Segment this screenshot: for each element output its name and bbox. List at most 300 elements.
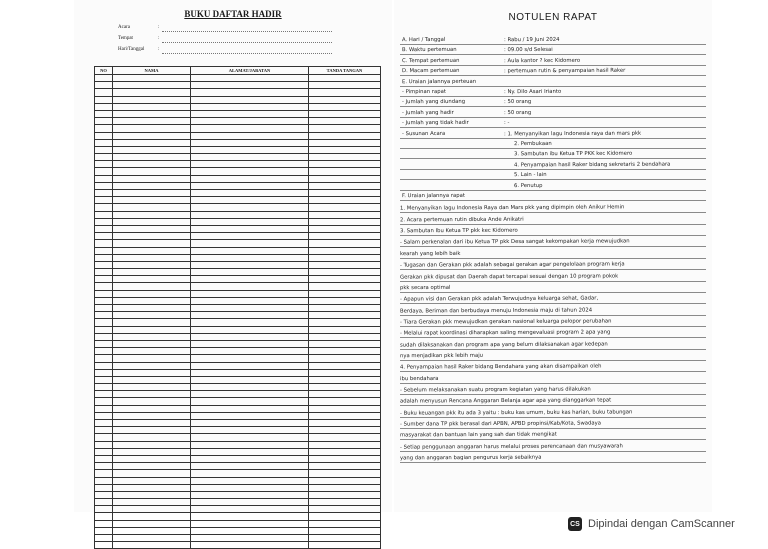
table-cell: [309, 391, 381, 398]
table-row: [95, 527, 381, 534]
table-cell: [95, 154, 113, 161]
table-row: [95, 175, 381, 182]
table-row: [95, 132, 381, 139]
table-cell: [95, 254, 113, 261]
table-cell: [191, 254, 309, 261]
table-cell: [309, 89, 381, 96]
table-cell: [113, 312, 191, 319]
notulen-row-value: : -: [503, 120, 510, 127]
table-cell: [113, 520, 191, 527]
table-cell: [309, 146, 381, 153]
table-row: [95, 384, 381, 391]
table-cell: [309, 513, 381, 520]
table-cell: [191, 506, 309, 513]
table-cell: [113, 154, 191, 161]
table-cell: [113, 384, 191, 391]
table-cell: [309, 527, 381, 534]
table-header-row: [95, 67, 381, 75]
table-cell: [113, 75, 191, 82]
table-row: [95, 254, 381, 261]
table-row: [95, 233, 381, 240]
table-cell: [191, 132, 309, 139]
notulen-row-value: : pertemuan rutin & penyampaian hasil Raker: [503, 67, 626, 75]
ruled-line: [400, 451, 706, 452]
table-cell: [309, 276, 381, 283]
ruled-line: [400, 148, 706, 149]
ruled-line: [400, 405, 706, 406]
table-cell: [191, 276, 309, 283]
table-cell: [113, 290, 191, 297]
table-cell: [95, 118, 113, 125]
table-cell: [191, 434, 309, 441]
table-cell: [95, 340, 113, 347]
table-cell: [309, 470, 381, 477]
notulen-row-value: 3. Sambutan ibu Ketua TP PKK kec Kidomero: [513, 151, 633, 158]
table-cell: [191, 470, 309, 477]
table-cell: [309, 75, 381, 82]
notulen-text-line: yang dan anggaran bagian pengurus kerja sebaiknya: [399, 454, 542, 462]
table-cell: [309, 290, 381, 297]
table-cell: [191, 297, 309, 304]
table-cell: [113, 110, 191, 117]
table-cell: [95, 211, 113, 218]
table-cell: [95, 132, 113, 139]
table-cell: [309, 305, 381, 312]
table-row: [95, 355, 381, 362]
field-label-acara: Acara: [118, 25, 130, 30]
table-cell: [113, 283, 191, 290]
table-row: [95, 125, 381, 132]
table-cell: [191, 211, 309, 218]
table-cell: [95, 204, 113, 211]
ruled-line: [400, 462, 706, 463]
table-cell: [309, 204, 381, 211]
table-cell: [95, 110, 113, 117]
table-cell: [113, 470, 191, 477]
table-cell: [113, 175, 191, 182]
table-cell: [95, 527, 113, 534]
table-cell: [113, 161, 191, 168]
column-header-alamat-jabatan: ALAMAT/JABATAN: [191, 67, 309, 75]
table-row: [95, 146, 381, 153]
notulen-text-line: - Sumber dana TP pkk berasal dari APBN, APBD propinsi/Kab/Kota, Swadaya: [399, 420, 602, 428]
table-cell: [113, 527, 191, 534]
table-cell: [95, 168, 113, 175]
attendance-sheet: [74, 0, 392, 512]
table-cell: [95, 89, 113, 96]
notulen-text-line: - Buku keuangan pkk itu ada 3 yaitu : buku kas umum, buku kas harian, buku tabungan: [399, 409, 633, 417]
table-cell: [191, 261, 309, 268]
table-row: [95, 376, 381, 383]
table-row: [95, 427, 381, 434]
table-cell: [191, 491, 309, 498]
table-cell: [191, 455, 309, 462]
table-cell: [95, 75, 113, 82]
table-cell: [95, 499, 113, 506]
notulen-row-label: - Jumlah yang diundang: [401, 99, 466, 106]
table-cell: [191, 110, 309, 117]
table-cell: [191, 89, 309, 96]
table-cell: [113, 211, 191, 218]
notulen-row-value: : Rabu / 19 Juni 2024: [503, 36, 560, 44]
table-cell: [113, 513, 191, 520]
table-cell: [191, 398, 309, 405]
table-cell: [191, 384, 309, 391]
table-cell: [113, 499, 191, 506]
table-row: [95, 506, 381, 513]
table-cell: [95, 448, 113, 455]
table-cell: [191, 182, 309, 189]
table-cell: [309, 319, 381, 326]
table-cell: [95, 125, 113, 132]
table-row: [95, 139, 381, 146]
field-label-tempat: Tempat: [118, 36, 133, 41]
table-cell: [113, 535, 191, 542]
table-row: [95, 218, 381, 225]
table-cell: [309, 369, 381, 376]
table-cell: [309, 312, 381, 319]
ruled-line: [400, 417, 706, 418]
table-cell: [191, 190, 309, 197]
table-cell: [191, 240, 309, 247]
table-cell: [191, 376, 309, 383]
ruled-line: [400, 127, 706, 128]
table-row: [95, 204, 381, 211]
table-cell: [95, 412, 113, 419]
table-cell: [191, 204, 309, 211]
notulen-text-line: Berdaya, Beriman dan berbudaya menuju Indonesia maju di tahun 2024: [399, 307, 593, 315]
ruled-line: [400, 224, 706, 225]
ruled-line: [400, 190, 706, 191]
notulen-row-label: - Jumlah yang hadir: [401, 109, 454, 116]
attendance-table-body: [95, 75, 381, 549]
table-cell: [309, 118, 381, 125]
table-row: [95, 197, 381, 204]
camscanner-text: Dipindai dengan CamScanner: [588, 518, 735, 530]
table-cell: [95, 225, 113, 232]
table-cell: [95, 384, 113, 391]
notulen-row-value: 6. Penutup: [513, 182, 543, 189]
table-cell: [113, 276, 191, 283]
table-cell: [191, 391, 309, 398]
table-cell: [113, 333, 191, 340]
table-cell: [191, 527, 309, 534]
column-header-no: NO: [95, 67, 113, 75]
notulen-row-label: A. Hari / Tanggal: [401, 36, 446, 44]
ruled-line: [400, 246, 706, 247]
table-cell: [191, 96, 309, 103]
table-cell: [113, 225, 191, 232]
notulen-text-line: pkk secara optimal: [399, 284, 451, 291]
table-cell: [113, 118, 191, 125]
table-row: [95, 110, 381, 117]
table-cell: [95, 369, 113, 376]
table-cell: [309, 326, 381, 333]
table-cell: [113, 261, 191, 268]
table-cell: [309, 139, 381, 146]
table-row: [95, 297, 381, 304]
notulen-text-line: 1. Menyanyikan lagu Indonesia Raya dan Mars pkk yang dipimpin oleh Anikur Hemin: [399, 204, 625, 212]
table-cell: [113, 139, 191, 146]
notulen-text-line: sudah dilaksanakan dan program apa yang belum dilaksanakan agar kedepan: [399, 341, 608, 349]
table-cell: [113, 463, 191, 470]
table-row: [95, 455, 381, 462]
ruled-line: [400, 394, 706, 395]
table-row: [95, 118, 381, 125]
table-cell: [95, 434, 113, 441]
table-cell: [309, 376, 381, 383]
table-cell: [113, 247, 191, 254]
table-cell: [309, 405, 381, 412]
table-cell: [309, 225, 381, 232]
table-cell: [113, 182, 191, 189]
table-cell: [113, 319, 191, 326]
table-cell: [309, 110, 381, 117]
table-cell: [309, 455, 381, 462]
notulen-row-label: - Jumlah yang tidak hadir: [401, 120, 469, 127]
ruled-line: [400, 326, 706, 327]
notulen-row-value: 2. Pembukaan: [513, 140, 552, 148]
notulen-text-line: - Tugasan dan Gerakan pkk adalah sebagai gerakan agar pengelolaan program kerja: [399, 261, 625, 269]
table-cell: [309, 125, 381, 132]
table-cell: [95, 362, 113, 369]
ruled-line: [400, 65, 706, 66]
table-cell: [95, 82, 113, 89]
ruled-line: [400, 200, 706, 201]
table-cell: [309, 211, 381, 218]
attendance-title: BUKU DAFTAR HADIR: [184, 9, 282, 19]
table-row: [95, 398, 381, 405]
column-header-nama: NAMA: [113, 67, 191, 75]
table-cell: [95, 297, 113, 304]
table-cell: [95, 441, 113, 448]
table-cell: [309, 269, 381, 276]
table-cell: [95, 305, 113, 312]
table-cell: [95, 96, 113, 103]
table-cell: [191, 362, 309, 369]
table-row: [95, 412, 381, 419]
table-cell: [309, 491, 381, 498]
field-line: [162, 30, 332, 32]
table-cell: [191, 355, 309, 362]
table-cell: [95, 477, 113, 484]
table-cell: [113, 484, 191, 491]
table-row: [95, 340, 381, 347]
table-cell: [113, 391, 191, 398]
table-cell: [113, 376, 191, 383]
table-row: [95, 305, 381, 312]
table-row: [95, 477, 381, 484]
table-row: [95, 470, 381, 477]
notulen-text-line: masyarakat dan bantuan lain yang sah dan tidak mengikat: [399, 431, 557, 439]
notulen-row-value: : 1. Menyanyikan lagu Indonesia raya dan mars pkk: [503, 130, 642, 137]
notulen-row-label: F. Uraian jalannya rapat: [401, 192, 465, 200]
table-row: [95, 247, 381, 254]
table-cell: [95, 269, 113, 276]
table-cell: [113, 369, 191, 376]
table-cell: [191, 125, 309, 132]
table-row: [95, 405, 381, 412]
table-cell: [95, 190, 113, 197]
table-cell: [309, 355, 381, 362]
table-cell: [113, 477, 191, 484]
table-cell: [113, 96, 191, 103]
notulen-row-label: D. Macam pertemuan: [401, 68, 460, 75]
table-cell: [95, 348, 113, 355]
ruled-line: [400, 54, 706, 55]
ruled-line: [400, 158, 706, 159]
table-cell: [95, 420, 113, 427]
table-cell: [191, 139, 309, 146]
notulen-row-value: : Ny. Dilo Asari Irianto: [503, 88, 562, 96]
table-cell: [191, 146, 309, 153]
table-row: [95, 103, 381, 110]
table-cell: [191, 513, 309, 520]
table-row: [95, 261, 381, 268]
ruled-line: [400, 106, 706, 107]
field-line: [162, 41, 332, 43]
table-cell: [113, 204, 191, 211]
table-cell: [309, 161, 381, 168]
table-row: [95, 333, 381, 340]
table-row: [95, 362, 381, 369]
table-cell: [95, 283, 113, 290]
table-row: [95, 448, 381, 455]
table-cell: [191, 312, 309, 319]
table-cell: [95, 376, 113, 383]
table-cell: [191, 326, 309, 333]
table-cell: [191, 175, 309, 182]
table-row: [95, 535, 381, 542]
table-row: [95, 434, 381, 441]
table-cell: [309, 190, 381, 197]
notulen-row-value: 4. Penyampaian hasil Raker bidang sekretaris 2 bendahara: [513, 161, 671, 169]
table-cell: [191, 319, 309, 326]
table-cell: [191, 484, 309, 491]
table-cell: [191, 168, 309, 175]
ruled-line: [400, 281, 706, 282]
notulen-row-value: : Aula kantor ? kec Kidomero: [503, 57, 581, 64]
table-cell: [309, 240, 381, 247]
ruled-line: [400, 269, 706, 270]
notulen-text-line: 2. Acara pertemuan rutin dibuka Ande Anikatri: [399, 216, 524, 224]
table-cell: [309, 247, 381, 254]
table-row: [95, 491, 381, 498]
ruled-line: [400, 383, 706, 384]
field-label-hari-tanggal: Hari/Tanggal: [118, 47, 145, 52]
table-cell: [113, 427, 191, 434]
field-colon: :: [158, 36, 160, 41]
table-cell: [95, 261, 113, 268]
ruled-line: [400, 428, 706, 429]
table-cell: [309, 434, 381, 441]
table-cell: [95, 405, 113, 412]
table-cell: [309, 96, 381, 103]
table-cell: [191, 233, 309, 240]
table-cell: [191, 218, 309, 225]
table-cell: [95, 146, 113, 153]
table-cell: [95, 139, 113, 146]
notulen-sheet: [394, 0, 712, 512]
table-row: [95, 161, 381, 168]
table-cell: [309, 398, 381, 405]
table-cell: [309, 412, 381, 419]
table-cell: [113, 420, 191, 427]
table-cell: [113, 233, 191, 240]
ruled-line: [400, 179, 706, 180]
notulen-text-line: 4. Penyampaian hasil Raker bidang Bendahara yang akan disampaikan oleh: [399, 363, 602, 371]
field-colon: :: [158, 47, 160, 52]
notulen-text-line: - Melalui rapat koordinasi diharapkan saling mengevaluasi program 2 apa yang: [399, 329, 611, 337]
table-cell: [309, 82, 381, 89]
table-cell: [113, 218, 191, 225]
table-row: [95, 96, 381, 103]
table-row: [95, 269, 381, 276]
table-cell: [113, 269, 191, 276]
table-row: [95, 326, 381, 333]
table-cell: [309, 233, 381, 240]
table-cell: [309, 384, 381, 391]
notulen-row-value: : 50 orang: [503, 99, 532, 106]
table-cell: [309, 333, 381, 340]
ruled-line: [400, 117, 706, 118]
notulen-text-line: Gerakan pkk dipusat dan Daerah dapat tercapai sesuai dengan 10 program pokok: [399, 272, 619, 281]
table-row: [95, 484, 381, 491]
table-cell: [309, 420, 381, 427]
table-row: [95, 190, 381, 197]
table-cell: [309, 484, 381, 491]
ruled-line: [400, 212, 706, 213]
table-cell: [309, 477, 381, 484]
table-cell: [113, 197, 191, 204]
ruled-line: [400, 337, 706, 338]
notulen-row-label: E. Uraian jalannya perteuan: [401, 78, 477, 85]
table-cell: [95, 355, 113, 362]
table-cell: [309, 103, 381, 110]
table-cell: [191, 290, 309, 297]
table-cell: [113, 398, 191, 405]
table-cell: [191, 305, 309, 312]
table-cell: [309, 283, 381, 290]
table-row: [95, 168, 381, 175]
ruled-line: [400, 138, 706, 139]
table-row: [95, 211, 381, 218]
table-cell: [191, 420, 309, 427]
table-cell: [309, 362, 381, 369]
table-row: [95, 463, 381, 470]
table-cell: [191, 520, 309, 527]
table-cell: [191, 103, 309, 110]
ruled-line: [400, 96, 706, 97]
table-cell: [113, 434, 191, 441]
table-cell: [191, 82, 309, 89]
table-cell: [191, 333, 309, 340]
table-row: [95, 154, 381, 161]
table-cell: [113, 146, 191, 153]
table-cell: [309, 499, 381, 506]
table-cell: [191, 369, 309, 376]
table-cell: [113, 441, 191, 448]
table-row: [95, 75, 381, 82]
field-colon: :: [158, 25, 160, 30]
notulen-row-label: - Susunan Acara: [401, 130, 446, 137]
table-cell: [309, 175, 381, 182]
table-cell: [191, 463, 309, 470]
table-cell: [309, 182, 381, 189]
notulen-text-line: kearah yang lebih baik: [399, 250, 461, 257]
table-cell: [191, 448, 309, 455]
table-cell: [191, 405, 309, 412]
